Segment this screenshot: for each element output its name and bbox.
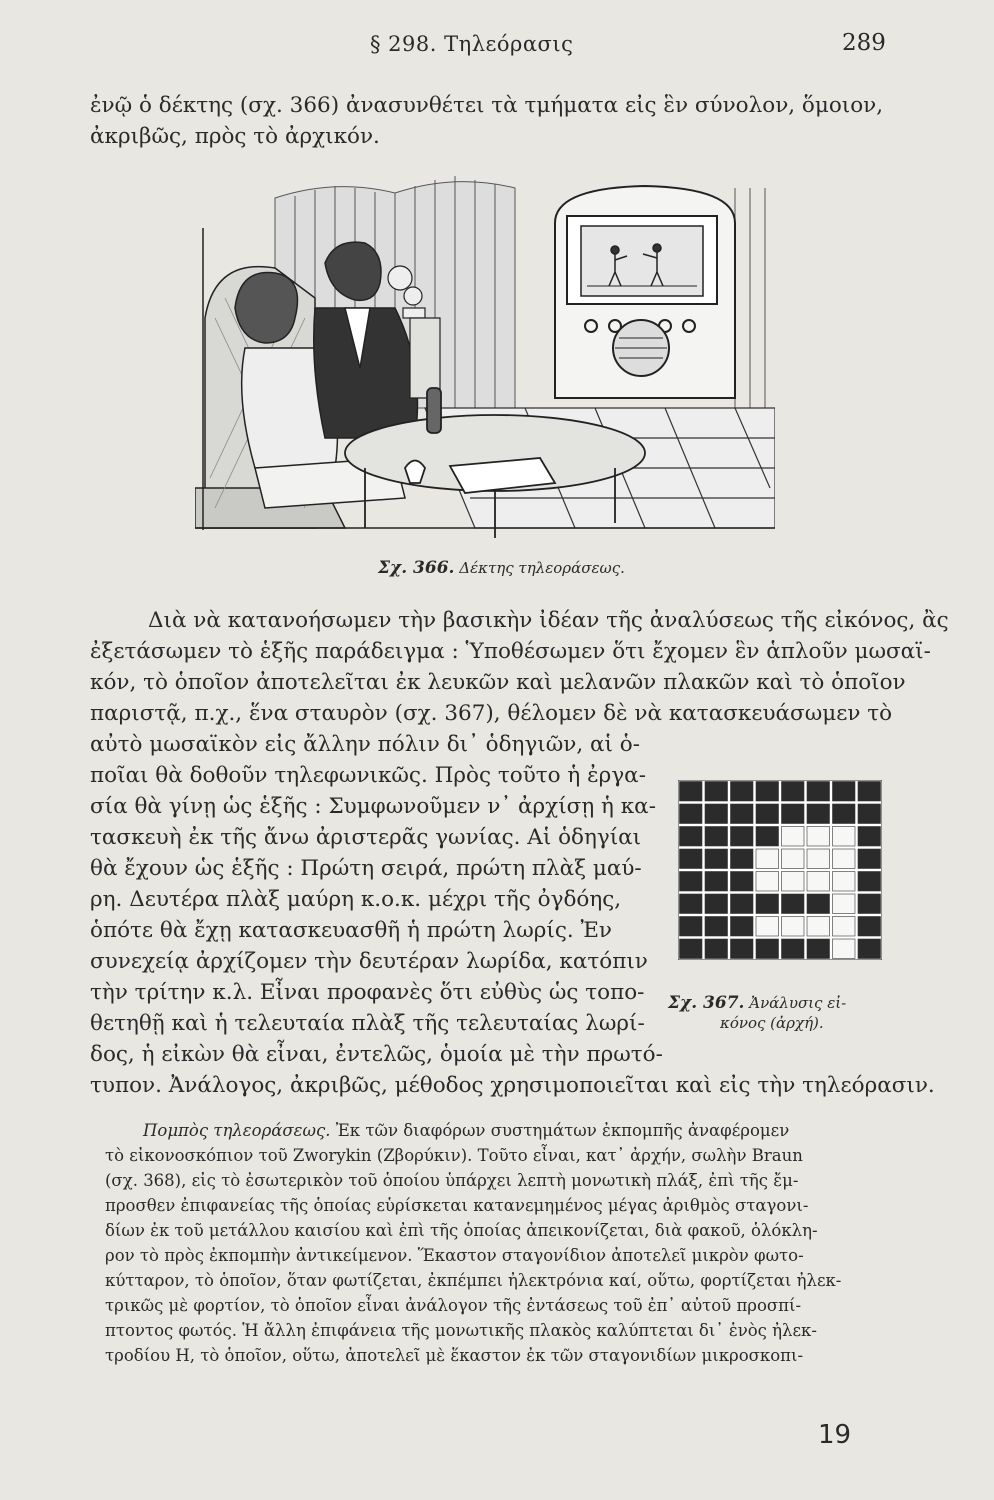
transmitter-heading: Πομπὸς τηλεοράσεως. xyxy=(143,1121,331,1140)
mosaic-tile-white xyxy=(833,917,856,937)
mosaic-tile-black xyxy=(858,849,881,869)
text-line: πτοντος φωτός. Ἡ ἄλλη ἐπιφάνεια τῆς μονωτικῆς πλακὸς καλύπτεται δι᾽ ἑνὸς ἠλεκ- xyxy=(105,1321,817,1340)
text-line: θετηθῇ καὶ ἡ τελευταία πλὰξ τῆς τελευταίας λωρί- xyxy=(90,1011,645,1036)
text-line: τροδίου Η, τὸ ὁποῖον, οὕτω, ἀποτελεῖ μὲ ἕκαστον ἐκ τῶν σταγονιδίων μικροσκοπι- xyxy=(105,1346,804,1365)
mosaic-tile-black xyxy=(731,827,754,847)
mosaic-tile-white xyxy=(756,849,779,869)
mosaic-tile-black xyxy=(858,872,881,892)
page-number: 289 xyxy=(842,30,886,56)
mosaic-tile-black xyxy=(680,872,703,892)
text-line: θὰ ἔχουν ὡς ἑξῆς : Πρώτη σειρά, πρώτη πλὰξ μαύ- xyxy=(90,856,642,881)
text-line: ἀκριβῶς, πρὸς τὸ ἀρχικόν. xyxy=(90,124,380,149)
mosaic-tile-black xyxy=(680,804,703,824)
mosaic-tile-black xyxy=(705,782,728,802)
mosaic-tile-white xyxy=(782,872,805,892)
text-line: τασκευὴ ἐκ τῆς ἄνω ἀριστερᾶς γωνίας. Αἱ ὁδηγίαι xyxy=(90,825,642,850)
mosaic-tile-white xyxy=(756,917,779,937)
mosaic-tile-white xyxy=(833,827,856,847)
mosaic-tile-white xyxy=(782,827,805,847)
mosaic-tile-black xyxy=(680,939,703,959)
mosaic-tile-black xyxy=(705,939,728,959)
mosaic-tile-black xyxy=(807,804,830,824)
mosaic-tile-white xyxy=(833,939,856,959)
mosaic-grid-figure xyxy=(678,780,882,960)
text-line: ρη. Δευτέρα πλὰξ μαύρη κ.ο.κ. μέχρι τῆς ὀγδόης, xyxy=(90,887,622,912)
text-line: ὁπότε θὰ ἔχῃ κατασκευασθῆ ἡ πρώτη λωρίς. Ἐν xyxy=(90,918,612,943)
mosaic-tile-white xyxy=(807,917,830,937)
mosaic-tile-black xyxy=(858,939,881,959)
figure-366-caption xyxy=(378,558,625,578)
mosaic-tile-black xyxy=(782,782,805,802)
text-line: κύτταρον, τὸ ὁποῖον, ὅταν φωτίζεται, ἐκπέμπει ἠλεκτρόνια καί, οὕτω, φορτίζεται ἠλεκ- xyxy=(105,1271,842,1290)
mosaic-tile-white xyxy=(782,849,805,869)
tv-receiver-illustration xyxy=(195,168,775,556)
mosaic-tile-black xyxy=(807,782,830,802)
text-line: τυπον. Ἀνάλογος, ἀκριβῶς, μέθοδος χρησιμοποιεῖται καὶ εἰς τὴν τηλεόρασιν. xyxy=(90,1073,935,1098)
mosaic-tile-black xyxy=(731,917,754,937)
mosaic-tile-black xyxy=(858,917,881,937)
mosaic-tile-black xyxy=(731,849,754,869)
text-line: σία θὰ γίνῃ ὡς ἑξῆς : Συμφωνοῦμεν ν᾽ ἀρχίσῃ ἡ κα- xyxy=(90,794,656,819)
mosaic-tile-black xyxy=(782,894,805,914)
mosaic-tile-black xyxy=(731,782,754,802)
mosaic-tile-black xyxy=(680,827,703,847)
text-line: κόν, τὸ ὁποῖον ἀποτελεῖται ἐκ λευκῶν καὶ μελανῶν πλακῶν καὶ τὸ ὁποῖον xyxy=(90,670,906,695)
mosaic-tile-black xyxy=(705,917,728,937)
mosaic-tile-black xyxy=(756,782,779,802)
main-paragraph-last-line xyxy=(90,1070,935,1101)
text-line: τρικῶς μὲ φορτίον, τὸ ὁποῖον εἶναι ἀνάλογον τῆς ἐντάσεως τοῦ ἐπ᾽ αὐτοῦ προσπί- xyxy=(105,1296,802,1315)
mosaic-tile-black xyxy=(680,894,703,914)
mosaic-tile-black xyxy=(756,939,779,959)
mosaic-tile-black xyxy=(731,872,754,892)
mosaic-tile-black xyxy=(858,782,881,802)
main-paragraph-full-width xyxy=(90,605,949,729)
text-line: παριστᾷ, π.χ., ἕνα σταυρὸν (σχ. 367), θέλομεν δὲ νὰ κατασκευάσωμεν τὸ xyxy=(90,701,893,726)
text-line: ρον τὸ πρὸς ἐκπομπὴν ἀντικείμενον. Ἕκαστον σταγονίδιον ἀποτελεῖ μικρὸν φωτο- xyxy=(105,1246,804,1265)
text-line: (σχ. 368), εἰς τὸ ἐσωτερικὸν τοῦ ὁποίου ὑπάρχει λεπτὴ μονωτικὴ πλάξ, ἐπὶ τῆς ἔμ- xyxy=(105,1171,799,1190)
mosaic-tile-black xyxy=(731,939,754,959)
text-line: τὴν τρίτην κ.λ. Εἶναι προφανὲς ὅτι εὐθὺς ὡς τοπο- xyxy=(90,980,645,1005)
text-line: συνεχείᾳ ἀρχίζομεν τὴν δευτέραν λωρίδα, κατόπιν xyxy=(90,949,648,974)
mosaic-tile-black xyxy=(782,939,805,959)
mosaic-tile-black xyxy=(858,894,881,914)
figure-366-caption-text: Δέκτης τηλεοράσεως. xyxy=(459,559,625,577)
figure-367-caption-line1: Ἀνάλυσις εἰ- xyxy=(749,994,847,1012)
mosaic-tile-white xyxy=(782,917,805,937)
text-line: δος, ἡ εἰκὼν θὰ εἶναι, ἐντελῶς, ὁμοία μὲ τὴν πρωτό- xyxy=(90,1042,663,1067)
mosaic-tile-white xyxy=(833,849,856,869)
mosaic-tile-black xyxy=(858,827,881,847)
figure-367-label: Σχ. 367. xyxy=(668,993,745,1013)
mosaic-tile-black xyxy=(731,894,754,914)
text-line: τὸ εἰκονοσκόπιον τοῦ Zworykin (Ζβορύκιν). Τοῦτο εἶναι, κατ᾽ ἀρχήν, σωλὴν Braun xyxy=(105,1146,803,1165)
mosaic-tile-black xyxy=(731,804,754,824)
mosaic-tile-black xyxy=(833,804,856,824)
figure-367-caption xyxy=(668,993,888,1033)
mosaic-tile-black xyxy=(680,849,703,869)
text-line: αὐτὸ μωσαϊκὸν εἰς ἄλλην πόλιν δι᾽ ὁδηγιῶν, αἱ ὁ- xyxy=(90,732,640,757)
mosaic-tile-black xyxy=(705,827,728,847)
mosaic-tile-black xyxy=(833,782,856,802)
mosaic-tile-black xyxy=(756,804,779,824)
mosaic-tile-black xyxy=(680,782,703,802)
figure-366-label: Σχ. 366. xyxy=(378,558,455,578)
sheet-signature-number: 19 xyxy=(818,1420,852,1450)
text-line: Ἐκ τῶν διαφόρων συστημάτων ἐκπομπῆς ἀναφέρομεν xyxy=(335,1121,790,1140)
intro-paragraph xyxy=(90,90,890,152)
text-line: δίων ἐκ τοῦ μετάλλου καισίου καὶ ἐπὶ τῆς ὁποίας ἀπεικονίζεται, διὰ φακοῦ, ὁλόκλη- xyxy=(105,1221,818,1240)
mosaic-tile-black xyxy=(705,894,728,914)
mosaic-tile-white xyxy=(807,827,830,847)
mosaic-tile-black xyxy=(705,849,728,869)
text-line: ποῖαι θὰ δοθοῦν τηλεφωνικῶς. Πρὸς τοῦτο ἡ ἐργα- xyxy=(90,763,646,788)
running-header-title: § 298. Τηλεόρασις xyxy=(370,32,574,56)
mosaic-tile-black xyxy=(807,939,830,959)
mosaic-tile-white xyxy=(833,872,856,892)
mosaic-tile-white xyxy=(807,849,830,869)
mosaic-tile-black xyxy=(705,804,728,824)
mosaic-tile-black xyxy=(756,894,779,914)
figure-367-caption-line2: κόνος (ἀρχή). xyxy=(720,1014,824,1032)
mosaic-tile-white xyxy=(756,872,779,892)
mosaic-tile-black xyxy=(858,804,881,824)
mosaic-tile-black xyxy=(756,827,779,847)
transmitter-paragraph xyxy=(105,1118,895,1368)
text-line: προσθεν ἐπιφανείας τῆς ὁποίας εὑρίσκεται κατανεμημένος μέγας ἀριθμὸς σταγονι- xyxy=(105,1196,809,1215)
mosaic-tile-black xyxy=(807,894,830,914)
mosaic-tile-black xyxy=(705,872,728,892)
text-line: Διὰ νὰ κατανοήσωμεν τὴν βασικὴν ἰδέαν τῆς ἀναλύσεως τῆς εἰκόνος, ἂς xyxy=(148,608,949,633)
main-paragraph-narrow xyxy=(90,729,663,1070)
text-line: ἐξετάσωμεν τὸ ἑξῆς παράδειγμα : Ὑποθέσωμεν ὅτι ἔχομεν ἓν ἁπλοῦν μωσαϊ- xyxy=(90,639,931,664)
mosaic-tile-white xyxy=(807,872,830,892)
text-line: ἐνῷ ὁ δέκτης (σχ. 366) ἀνασυνθέτει τὰ τμήματα εἰς ἓν σύνολον, ὅμοιον, xyxy=(90,93,884,118)
mosaic-tile-black xyxy=(680,917,703,937)
mosaic-tile-white xyxy=(833,894,856,914)
mosaic-tile-black xyxy=(782,804,805,824)
